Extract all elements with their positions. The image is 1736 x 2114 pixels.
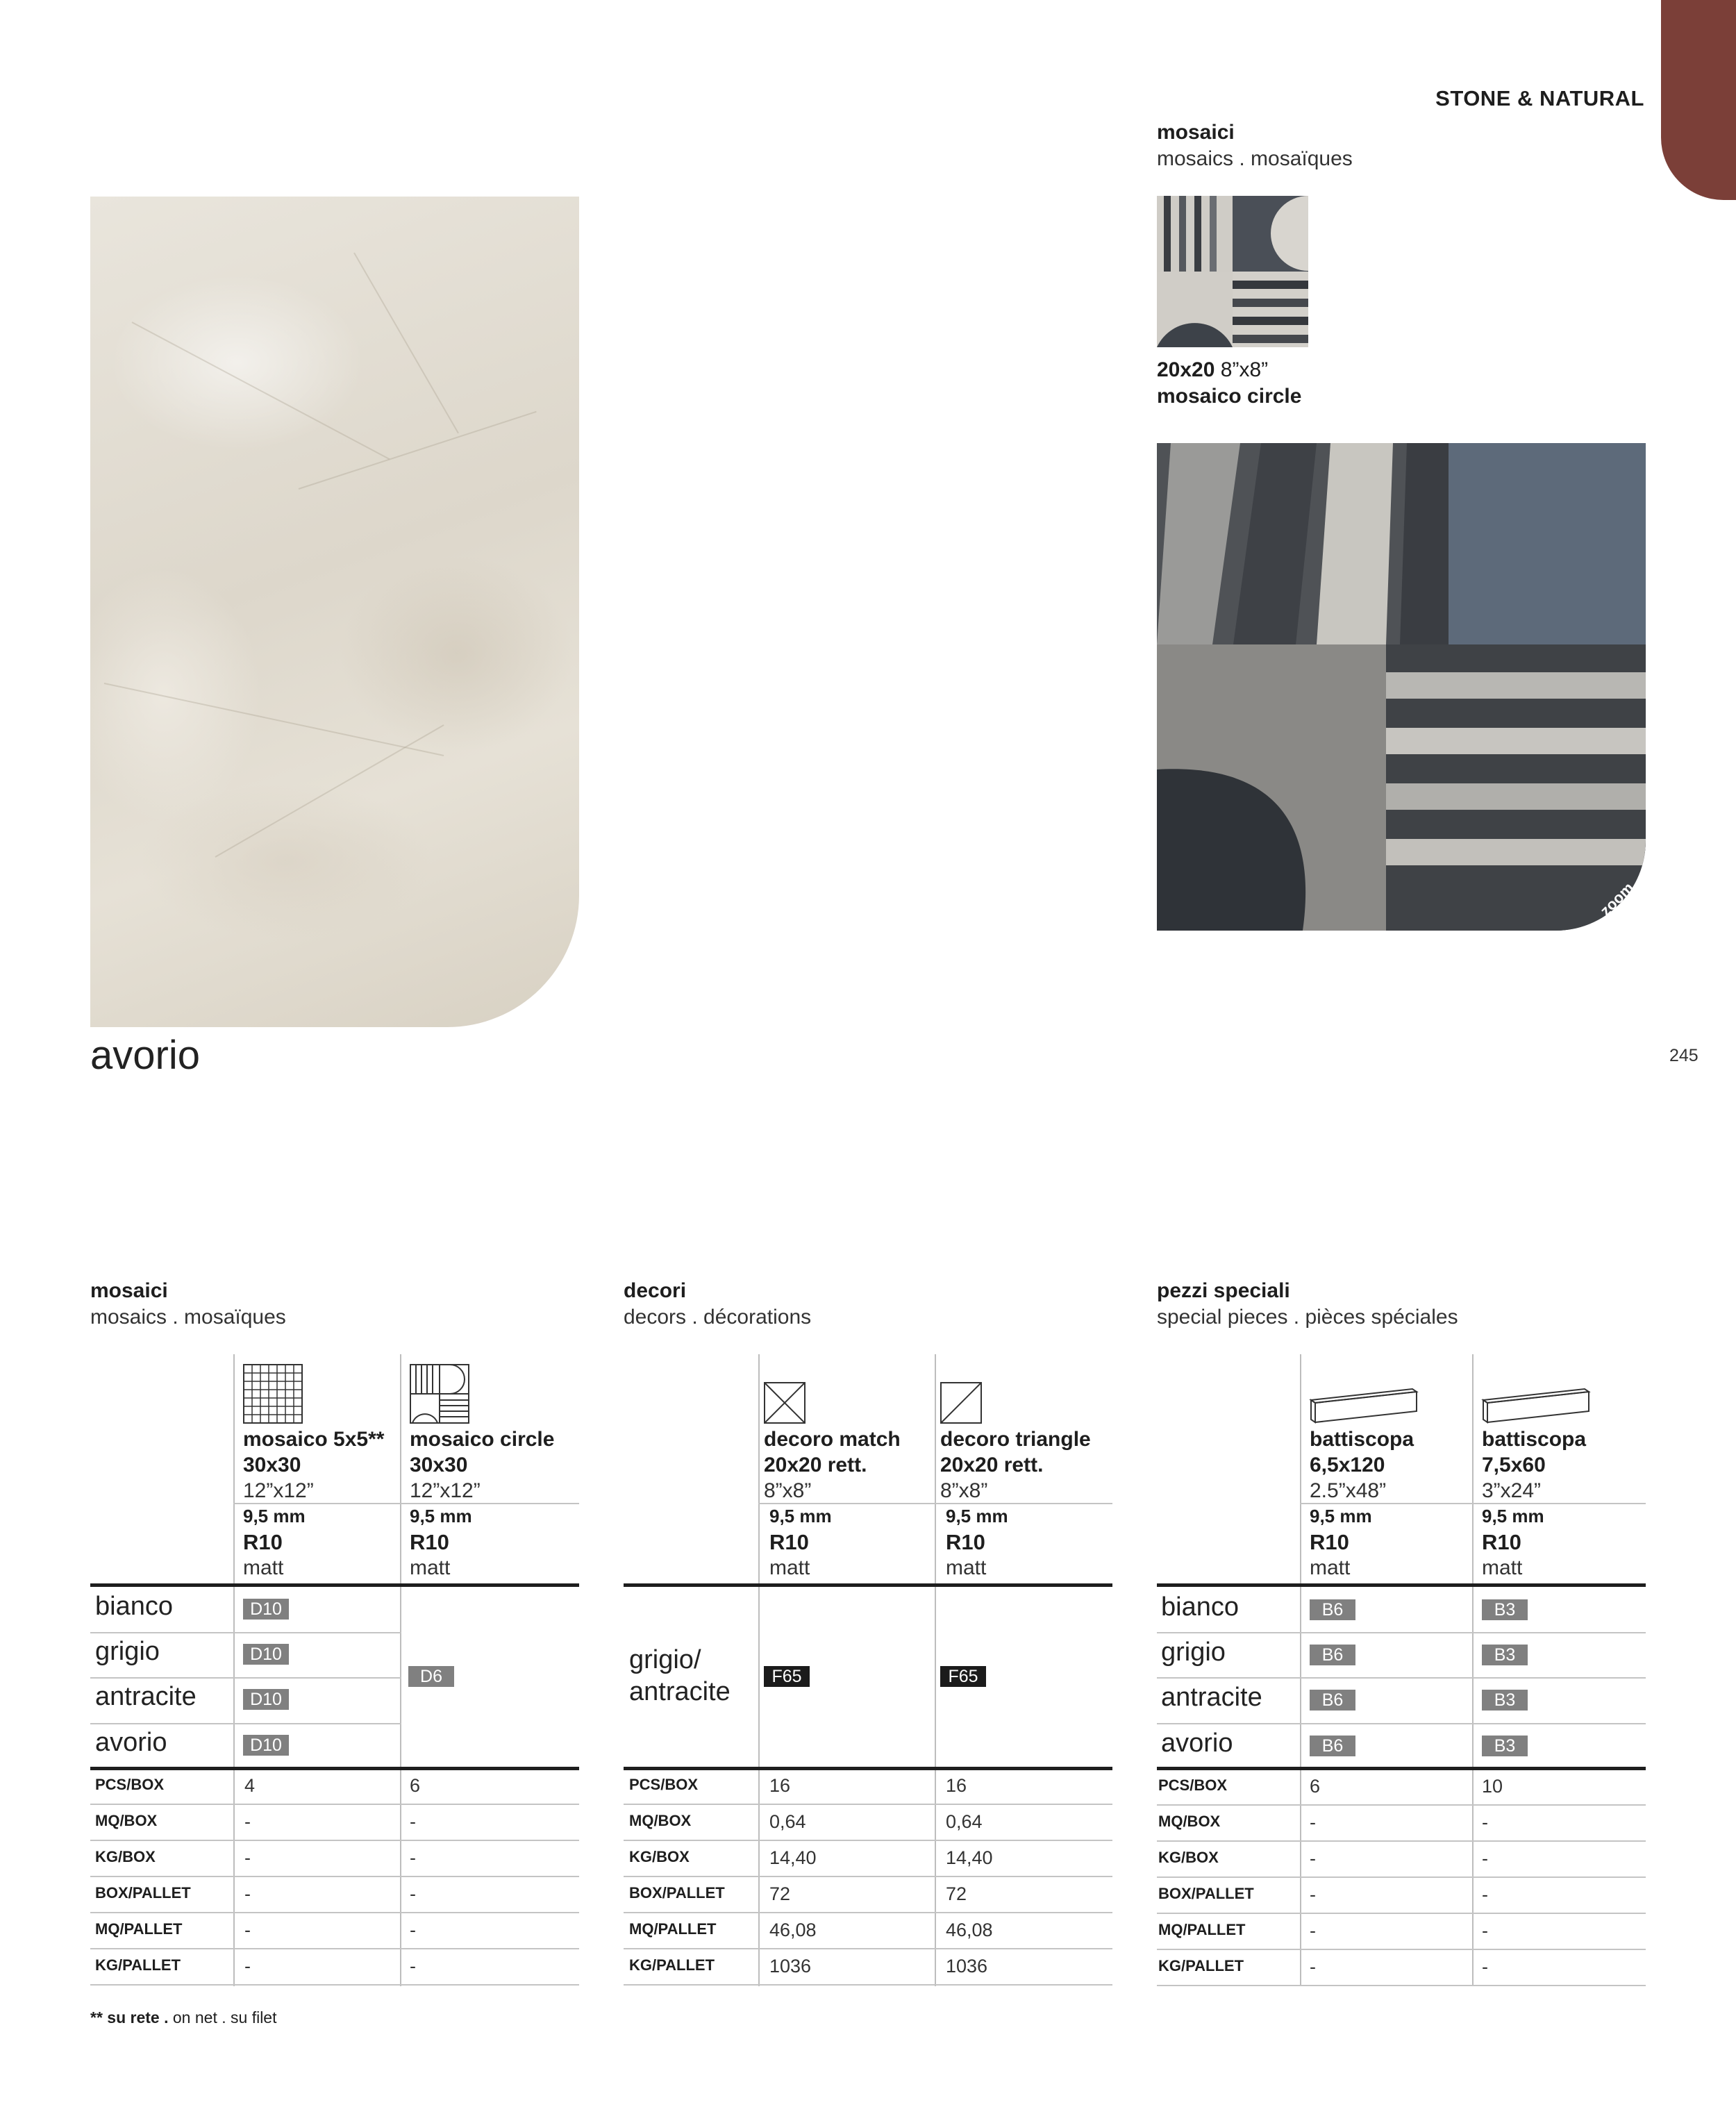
logistics-label: PCS/BOX <box>629 1776 699 1793</box>
col-name: decoro match <box>764 1428 901 1451</box>
grid-mosaic-icon <box>243 1364 303 1427</box>
row-label-bianco: bianco <box>1161 1592 1239 1622</box>
top-mosaic-title: mosaici <box>1157 121 1235 144</box>
logistics-value: - <box>410 1920 416 1940</box>
col-name: battiscopa <box>1482 1428 1587 1451</box>
code-badge: D10 <box>243 1644 289 1665</box>
logistics-label: PCS/BOX <box>95 1776 165 1793</box>
logistics-value: - <box>1310 1848 1316 1869</box>
row-label-grigio: grigio <box>95 1637 160 1666</box>
logistics-value: 14,40 <box>946 1847 993 1868</box>
logistics-value: 4 <box>244 1775 256 1796</box>
decori-col2-spec <box>946 1504 1008 1581</box>
spec-slip: R10 <box>1310 1530 1349 1554</box>
mosaico-circle-zoom-image <box>1157 443 1646 931</box>
row-label-bianco: bianco <box>95 1592 173 1621</box>
logistics-label: KG/BOX <box>629 1848 690 1865</box>
footnote-text: on net . su filet <box>172 2008 277 2026</box>
caption-inch: 8”x8” <box>1220 358 1269 381</box>
spec-thickness: 9,5 mm <box>769 1506 832 1526</box>
mosaici-col1-spec <box>243 1504 306 1581</box>
zoom-label: zoom <box>1596 879 1637 919</box>
decori-subtitle: decors . décorations <box>624 1306 812 1329</box>
row-label-antracite: antracite <box>1161 1683 1262 1712</box>
tile-name: avorio <box>90 1033 200 1078</box>
top-mosaic-subtitle: mosaics . mosaïques <box>1157 147 1353 170</box>
logistics-label: KG/PALLET <box>629 1956 715 1974</box>
col-name: decoro triangle <box>940 1428 1091 1451</box>
mosaici-col2-spec <box>410 1504 472 1581</box>
caption-size: 20x20 <box>1157 358 1215 381</box>
col-size: 30x30 <box>243 1454 301 1476</box>
logistics-value: - <box>244 1956 251 1976</box>
logistics-value: 46,08 <box>769 1920 817 1940</box>
speciali-col2-head <box>1482 1426 1586 1504</box>
logistics-value: - <box>1482 1812 1488 1833</box>
code-badge: B6 <box>1310 1599 1355 1620</box>
logistics-label: BOX/PALLET <box>629 1884 725 1901</box>
spec-slip: R10 <box>243 1530 283 1554</box>
logistics-value: 16 <box>769 1775 791 1796</box>
spec-thickness: 9,5 mm <box>243 1506 306 1526</box>
mosaici-heading <box>90 1278 286 1331</box>
logistics-value: 0,64 <box>946 1811 983 1832</box>
row-label-avorio: avorio <box>1161 1729 1233 1758</box>
row-label-grigio-antracite <box>629 1644 731 1708</box>
logistics-value: 10 <box>1482 1776 1503 1797</box>
logistics-value: 72 <box>769 1883 791 1904</box>
spec-finish: matt <box>769 1556 810 1579</box>
logistics-value: - <box>410 1956 416 1976</box>
logistics-label: MQ/PALLET <box>95 1920 183 1938</box>
speciali-col1-head <box>1310 1426 1414 1504</box>
tile-image-avorio <box>90 197 579 1027</box>
code-badge: F65 <box>940 1666 986 1687</box>
spec-finish: matt <box>1482 1556 1523 1579</box>
spec-thickness: 9,5 mm <box>1310 1506 1372 1526</box>
code-badge: B3 <box>1482 1736 1528 1756</box>
logistics-value: - <box>1310 1956 1316 1977</box>
code-badge: B3 <box>1482 1690 1528 1711</box>
logistics-value: 1036 <box>769 1956 812 1976</box>
logistics-value: - <box>1310 1884 1316 1905</box>
top-mosaic-heading <box>1157 119 1353 172</box>
decori-col2-head <box>940 1426 1091 1504</box>
spec-thickness: 9,5 mm <box>1482 1506 1544 1526</box>
logistics-value: 72 <box>946 1883 967 1904</box>
brand-label: STONE & NATURAL <box>1435 86 1644 110</box>
code-badge: D10 <box>243 1735 289 1756</box>
row-label-line: grigio/ <box>629 1645 701 1674</box>
logistics-value: - <box>410 1883 416 1904</box>
spec-slip: R10 <box>410 1530 449 1554</box>
logistics-value: 0,64 <box>769 1811 806 1832</box>
row-label-grigio: grigio <box>1161 1638 1226 1667</box>
col-inch: 12”x12” <box>410 1479 481 1502</box>
logistics-value: 6 <box>1310 1776 1321 1797</box>
code-badge: B3 <box>1482 1645 1528 1665</box>
col-name: battiscopa <box>1310 1428 1414 1451</box>
logistics-value: 1036 <box>946 1956 988 1976</box>
col-size: 30x30 <box>410 1454 468 1476</box>
mosaico-circle-pattern <box>1157 196 1308 347</box>
logistics-label: KG/PALLET <box>95 1956 181 1974</box>
mosaici-title: mosaici <box>90 1279 168 1302</box>
decori-col1-spec <box>769 1504 832 1581</box>
logistics-value: - <box>244 1847 251 1868</box>
code-badge: B6 <box>1310 1645 1355 1665</box>
logistics-value: - <box>1482 1956 1488 1977</box>
caption-name: mosaico circle <box>1157 385 1302 408</box>
logistics-label: MQ/BOX <box>95 1812 158 1829</box>
code-badge: B3 <box>1482 1599 1528 1620</box>
logistics-label: KG/BOX <box>1158 1849 1219 1866</box>
col-name: mosaico 5x5** <box>243 1428 385 1451</box>
col-size: 7,5x60 <box>1482 1454 1546 1476</box>
logistics-value: - <box>1310 1920 1316 1941</box>
logistics-label: BOX/PALLET <box>95 1884 191 1901</box>
logistics-value: - <box>1482 1848 1488 1869</box>
code-badge: F65 <box>764 1666 810 1687</box>
row-label-line: antracite <box>629 1677 731 1706</box>
logistics-label: MQ/PALLET <box>629 1920 717 1938</box>
row-label-avorio: avorio <box>95 1728 167 1757</box>
logistics-label: MQ/BOX <box>1158 1813 1221 1830</box>
spec-slip: R10 <box>769 1530 809 1554</box>
code-badge: B6 <box>1310 1690 1355 1711</box>
spec-finish: matt <box>410 1556 451 1579</box>
col-size: 20x20 rett. <box>764 1454 867 1476</box>
circle-mosaic-icon <box>410 1364 469 1427</box>
logistics-value: 46,08 <box>946 1920 993 1940</box>
speciali-heading <box>1157 1278 1458 1331</box>
code-badge: B6 <box>1310 1736 1355 1756</box>
col-inch: 2.5”x48” <box>1310 1479 1387 1502</box>
logistics-label: KG/PALLET <box>1158 1957 1244 1974</box>
mosaici-col1-head <box>243 1426 384 1504</box>
decoro-match-icon <box>764 1382 806 1427</box>
logistics-value: - <box>1482 1884 1488 1905</box>
col-inch: 8”x8” <box>940 1479 988 1502</box>
page-number: 245 <box>1669 1046 1699 1065</box>
spec-finish: matt <box>946 1556 987 1579</box>
spec-thickness: 9,5 mm <box>946 1506 1008 1526</box>
code-badge: D10 <box>243 1689 289 1710</box>
footnote-bold: ** su rete . <box>90 2008 169 2026</box>
col-inch: 12”x12” <box>243 1479 314 1502</box>
speciali-subtitle: special pieces . pièces spéciales <box>1157 1306 1458 1329</box>
col-inch: 3”x24” <box>1482 1479 1542 1502</box>
logistics-value: 6 <box>410 1775 421 1796</box>
logistics-value: - <box>1482 1920 1488 1941</box>
mosaico-circle-thumbnail <box>1157 196 1308 347</box>
spec-thickness: 9,5 mm <box>410 1506 472 1526</box>
zoom-pattern <box>1157 443 1646 931</box>
speciali-col1-spec <box>1310 1504 1372 1581</box>
footnote <box>90 2008 276 2027</box>
spec-slip: R10 <box>1482 1530 1521 1554</box>
logistics-value: - <box>410 1847 416 1868</box>
brand-tab-corner <box>1661 0 1736 200</box>
battiscopa-icon <box>1480 1386 1592 1429</box>
logistics-value: - <box>410 1811 416 1832</box>
logistics-value: - <box>244 1920 251 1940</box>
code-badge: D6 <box>408 1666 454 1687</box>
mosaico-circle-caption <box>1157 357 1301 410</box>
battiscopa-icon <box>1308 1386 1419 1429</box>
col-name: mosaico circle <box>410 1428 555 1451</box>
col-size: 6,5x120 <box>1310 1454 1385 1476</box>
spec-finish: matt <box>243 1556 284 1579</box>
logistics-label: MQ/PALLET <box>1158 1921 1246 1938</box>
speciali-title: pezzi speciali <box>1157 1279 1290 1302</box>
decoro-triangle-icon <box>940 1382 982 1427</box>
decori-heading <box>624 1278 811 1331</box>
row-label-antracite: antracite <box>95 1682 197 1711</box>
logistics-value: - <box>1310 1812 1316 1833</box>
code-badge: D10 <box>243 1599 289 1620</box>
logistics-label: BOX/PALLET <box>1158 1885 1254 1902</box>
logistics-value: 16 <box>946 1775 967 1796</box>
mosaici-col2-head <box>410 1426 554 1504</box>
spec-finish: matt <box>1310 1556 1351 1579</box>
speciali-col2-spec <box>1482 1504 1544 1581</box>
decori-col1-head <box>764 1426 901 1504</box>
logistics-value: - <box>244 1811 251 1832</box>
spec-slip: R10 <box>946 1530 985 1554</box>
logistics-label: MQ/BOX <box>629 1812 692 1829</box>
col-size: 20x20 rett. <box>940 1454 1044 1476</box>
logistics-label: KG/BOX <box>95 1848 156 1865</box>
mosaici-subtitle: mosaics . mosaïques <box>90 1306 286 1329</box>
logistics-value: - <box>244 1883 251 1904</box>
col-inch: 8”x8” <box>764 1479 812 1502</box>
decori-title: decori <box>624 1279 687 1302</box>
logistics-value: 14,40 <box>769 1847 817 1868</box>
logistics-label: PCS/BOX <box>1158 1776 1228 1794</box>
